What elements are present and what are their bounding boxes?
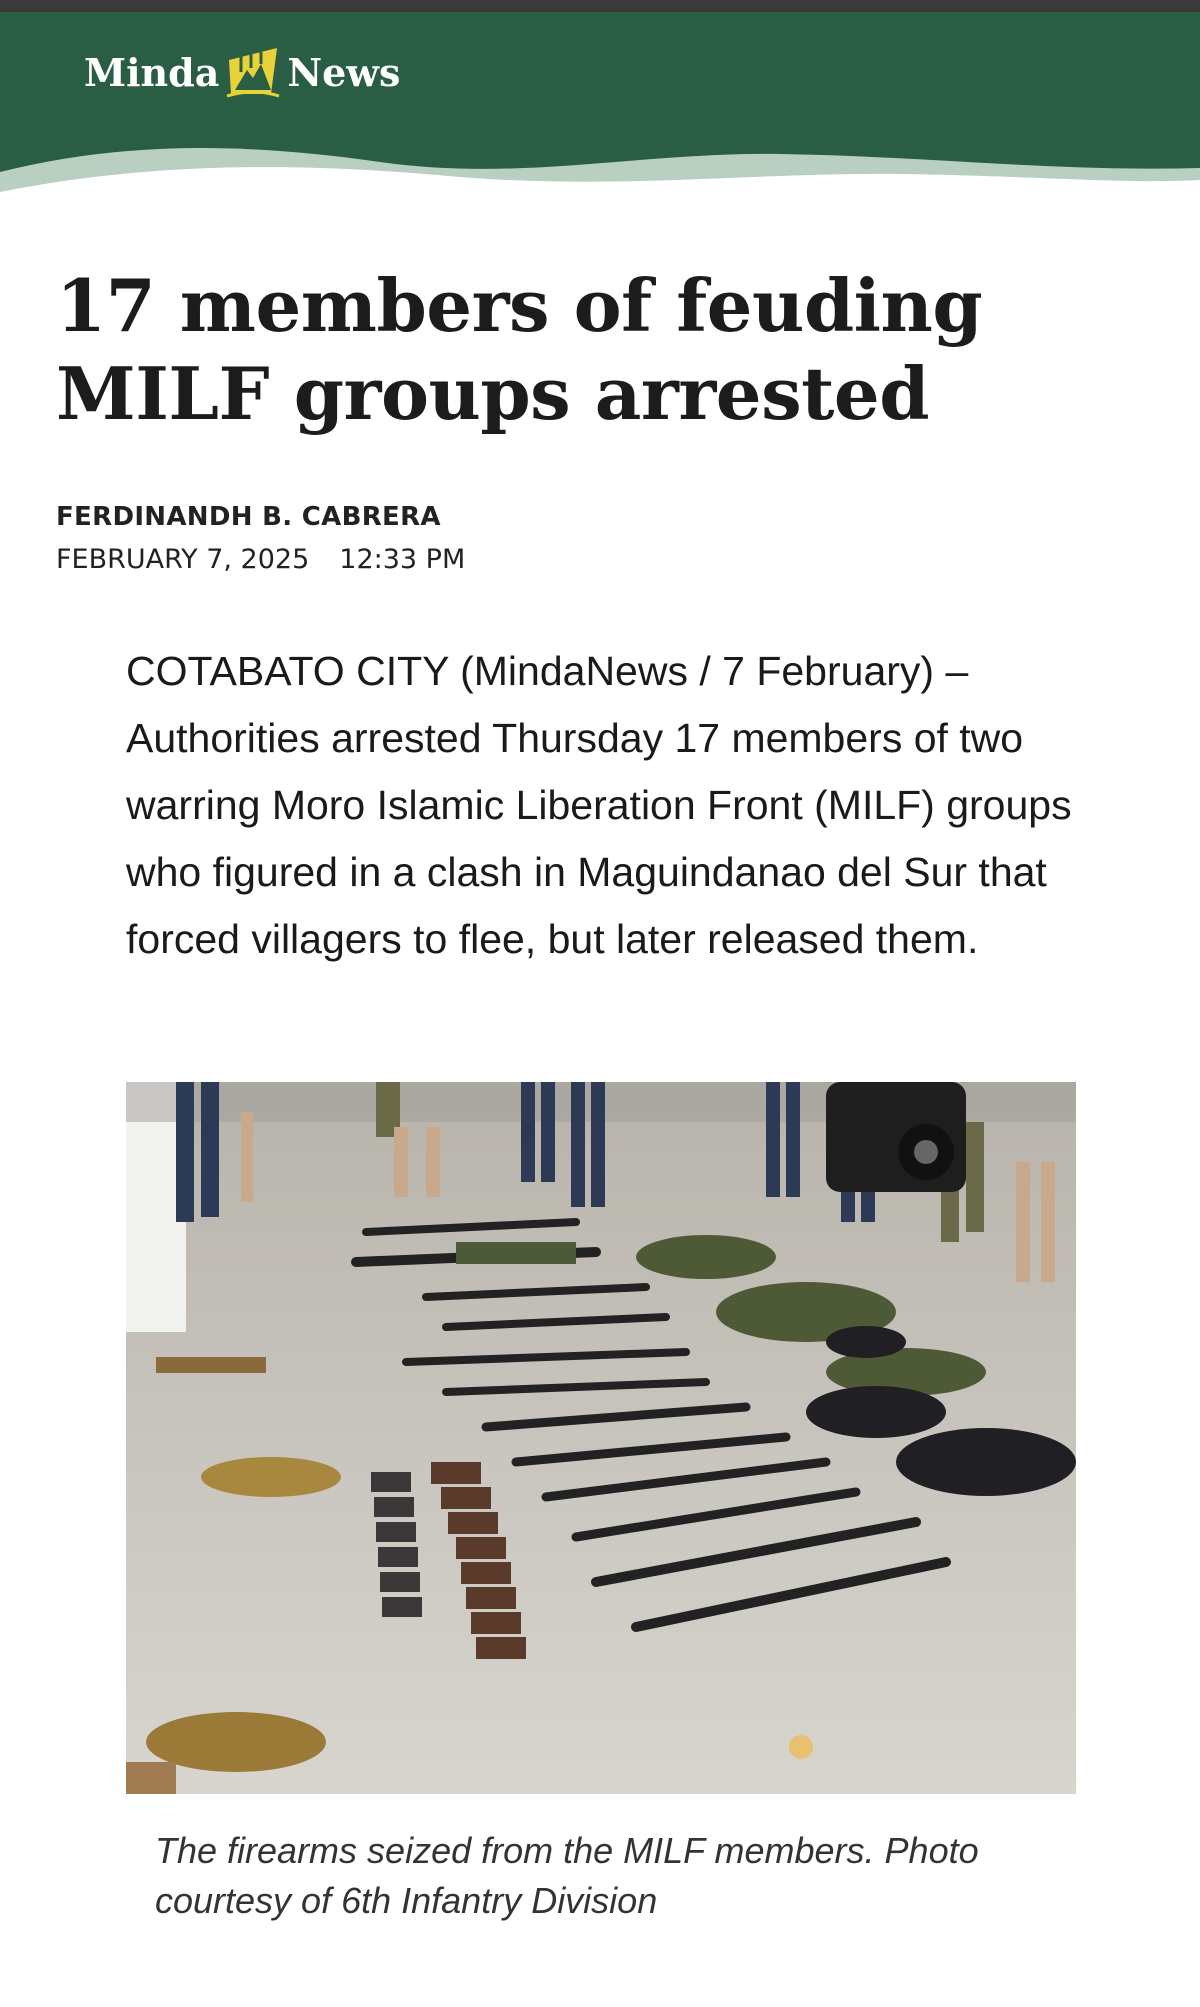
photo-caption: The firearms seized from the MILF members. Photo courtesy of 6th Infantry Division <box>155 1830 979 1921</box>
article-date: FEBRUARY 7, 2025 <box>56 544 310 575</box>
photo-illustration <box>126 1082 1076 1794</box>
article-time: 12:33 PM <box>339 544 466 575</box>
header-wave-divider <box>0 132 1200 212</box>
sun-mountain-logo-icon <box>223 42 283 102</box>
logo-text-minda: Minda <box>84 49 220 95</box>
status-strip <box>0 0 1200 12</box>
logo-text-news: News <box>287 49 401 95</box>
article-dateline <box>56 544 465 575</box>
article-lead-paragraph: COTABATO CITY (MindaNews / 7 February) – Authorities arrested Thursday 17 members of two warring Moro Islamic Liberation Front (MILF) groups who figured in a clash in Maguindanao del Sur that forced villagers to flee, but later released them. <box>126 648 1072 962</box>
site-header <box>0 12 1200 212</box>
seized-firearms-photo[interactable] <box>126 1082 1076 1794</box>
article-title: 17 members of feuding MILF groups arrested <box>56 263 983 436</box>
article-author[interactable]: FERDINANDH B. CABRERA <box>56 502 441 532</box>
site-logo[interactable] <box>84 42 400 102</box>
